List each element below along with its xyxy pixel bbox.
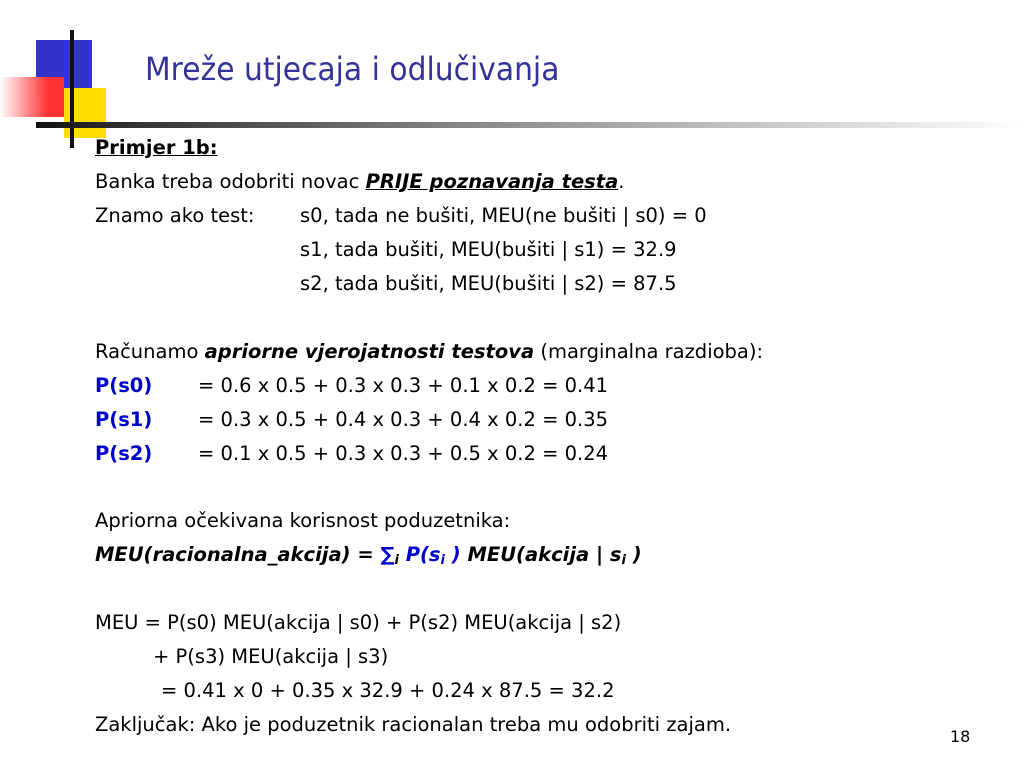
formula-meu-close: ) [625, 543, 642, 566]
compute-emphasis: apriorne vjerojatnosti testova [204, 339, 535, 363]
sum-subscript: i [394, 553, 399, 568]
expected-utility-label: Apriorna očekivana korisnost poduzetnika: [95, 509, 511, 532]
bank-emphasis: PRIJE poznavanja testa [365, 170, 619, 193]
known-item: s2, tada bušiti, MEU(bušiti | s2) = 87.5 [300, 272, 677, 295]
probability-row [95, 403, 975, 437]
compute-suffix: (marginalna razdioba): [534, 339, 764, 363]
bank-suffix: . [618, 170, 625, 193]
slide-content [95, 131, 975, 742]
known-item: s1, tada bušiti, MEU(bušiti | s1) = 32.9 [300, 238, 677, 261]
example-heading: Primjer 1b: [95, 136, 218, 159]
probability-row [95, 369, 975, 403]
known-line-2 [95, 267, 975, 301]
meu-formula [95, 538, 975, 572]
sum-symbol: ∑ [380, 543, 395, 566]
probability-label: P(s2) [95, 441, 153, 465]
formula-meu-subscript: i [621, 553, 626, 568]
formula-p-open: P(s [398, 543, 441, 566]
title-underline-bar [36, 122, 1024, 128]
formula-lhs: MEU(racionalna_akcija) = [95, 543, 381, 566]
decor-red-bar [0, 77, 64, 117]
decor-vertical-line [70, 30, 74, 148]
compute-statement [95, 335, 975, 369]
known-prefix: Znamo ako test: [95, 204, 255, 227]
spacer [95, 572, 975, 606]
bank-prefix: Banka treba odobriti novac [95, 170, 366, 193]
bank-statement [95, 165, 975, 199]
probability-expression: = 0.1 x 0.5 + 0.3 x 0.3 + 0.5 x 0.2 = 0.24 [198, 441, 609, 465]
page-number: 18 [950, 727, 971, 746]
slide-title: Mreže utjecaja i odlučivanja [145, 50, 560, 88]
formula-p-subscript: i [440, 553, 445, 568]
formula-meu-open: MEU(akcija | s [460, 543, 622, 566]
known-item: s0, tada ne bušiti, MEU(ne bušiti | s0) = 0 [300, 204, 707, 227]
meu-line: + P(s3) MEU(akcija | s3) [153, 644, 389, 668]
spacer [95, 471, 975, 505]
probability-expression: = 0.3 x 0.5 + 0.4 x 0.3 + 0.4 x 0.2 = 0.35 [198, 407, 609, 431]
conclusion: Zaključak: Ako je poduzetnik racionalan treba mu odobriti zajam. [95, 712, 732, 736]
probability-label: P(s0) [95, 373, 153, 397]
meu-line: = 0.41 x 0 + 0.35 x 32.9 + 0.24 x 87.5 = 32.2 [161, 678, 615, 702]
probability-label: P(s1) [95, 407, 153, 431]
compute-prefix: Računamo [95, 339, 205, 363]
meu-line: MEU = P(s0) MEU(akcija | s0) + P(s2) MEU(akcija | s2) [95, 610, 622, 634]
known-line-1 [95, 233, 975, 267]
probability-expression: = 0.6 x 0.5 + 0.3 x 0.3 + 0.1 x 0.2 = 0.41 [198, 373, 609, 397]
example-heading-line [95, 131, 975, 165]
known-line-0 [95, 199, 975, 233]
formula-p-close: ) [445, 543, 461, 566]
probability-row [95, 437, 975, 471]
spacer [95, 301, 975, 335]
